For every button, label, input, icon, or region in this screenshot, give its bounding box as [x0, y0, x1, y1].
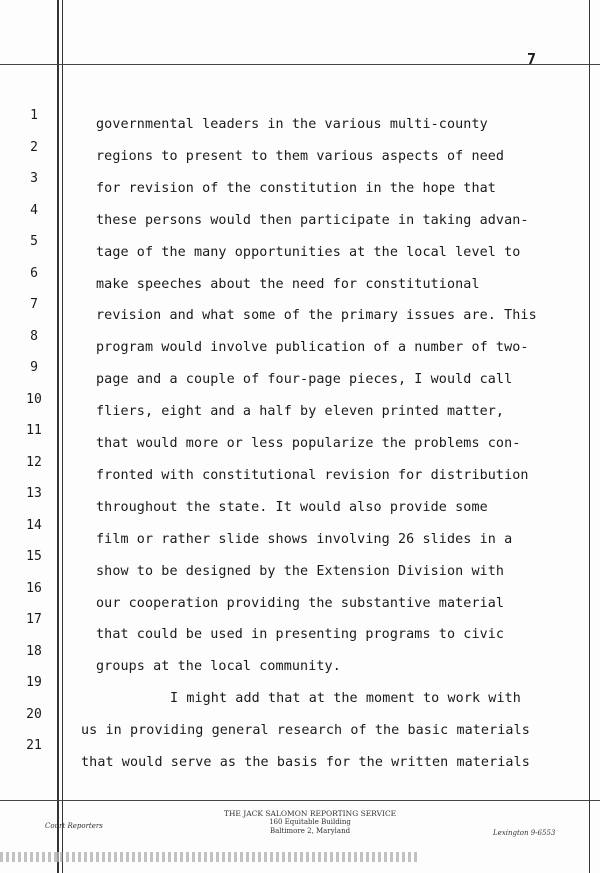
line-number: 15	[26, 549, 42, 564]
transcript-line: us in providing general research of the basic materials	[81, 723, 530, 739]
transcript-line: throughout the state. It would also provide some	[96, 499, 488, 515]
line-number: 10	[26, 391, 42, 407]
line-number: 13	[26, 486, 42, 501]
line-number: 2	[30, 139, 38, 155]
line-number: 16	[26, 580, 42, 596]
transcript-line: I might add that at the moment to work with	[170, 691, 521, 707]
transcript-line: show to be designed by the Extension Division with	[96, 563, 505, 579]
transcript-line: regions to present to them various aspects of need	[96, 148, 505, 164]
footer-address-1: 160 Equitable Building	[269, 818, 351, 826]
transcript-line: that could be used in presenting programs to civic	[96, 627, 505, 643]
page-number: 7	[527, 50, 537, 68]
line-number: 6	[30, 265, 38, 281]
header-rule	[0, 64, 600, 65]
transcript-line: groups at the local community.	[96, 659, 341, 675]
line-number: 12	[26, 454, 42, 470]
line-number: 7	[30, 297, 38, 312]
line-number: 18	[26, 643, 42, 659]
line-number: 9	[30, 360, 38, 375]
line-number: 1	[30, 108, 38, 123]
margin-rule-right	[589, 0, 590, 873]
transcript-line: film or rather slide shows involving 26 slides in a	[96, 531, 513, 547]
footer-phone: Lexington 9-6553	[493, 829, 556, 837]
transcript-line: make speeches about the need for constitutional	[96, 276, 480, 292]
line-number: 19	[26, 675, 42, 690]
footer-rule	[0, 800, 600, 801]
transcript-line: that would serve as the basis for the written materials	[81, 755, 530, 770]
line-number: 8	[30, 328, 38, 344]
transcript-line: our cooperation providing the substantive material	[96, 595, 505, 611]
transcript-line: for revision of the constitution in the hope that	[96, 180, 496, 196]
line-number: 21	[26, 738, 42, 753]
line-number: 11	[26, 423, 42, 438]
margin-rule-left-inner	[62, 0, 63, 873]
scan-noise	[0, 852, 420, 862]
transcript-line: that would more or less popularize the problems con-	[96, 436, 521, 451]
transcript-line: revision and what some of the primary issues are. This	[96, 308, 537, 324]
footer-address-2: Baltimore 2, Maryland	[269, 827, 351, 835]
line-number: 14	[26, 517, 42, 533]
line-number: 3	[30, 171, 38, 186]
transcript-line: these persons would then participate in taking advan-	[96, 212, 529, 228]
transcript-line: program would involve publication of a number of two-	[96, 340, 529, 356]
line-number: 4	[30, 202, 38, 218]
transcript-line: tage of the many opportunities at the local level to	[96, 244, 521, 260]
transcript-line: fliers, eight and a half by eleven printed matter,	[96, 404, 505, 420]
line-number: 17	[26, 612, 42, 627]
margin-rule-left	[57, 0, 59, 873]
line-number: 20	[26, 706, 42, 722]
footer-court-reporters: Court Reporters	[45, 822, 103, 830]
transcript-line: page and a couple of four-page pieces, I would call	[96, 372, 513, 388]
footer-company: THE JACK SALOMON REPORTING SERVICE	[223, 809, 397, 818]
transcript-line: fronted with constitutional revision for distribution	[96, 467, 529, 483]
line-number: 5	[30, 234, 38, 249]
transcript-line: governmental leaders in the various multi-county	[96, 117, 488, 132]
